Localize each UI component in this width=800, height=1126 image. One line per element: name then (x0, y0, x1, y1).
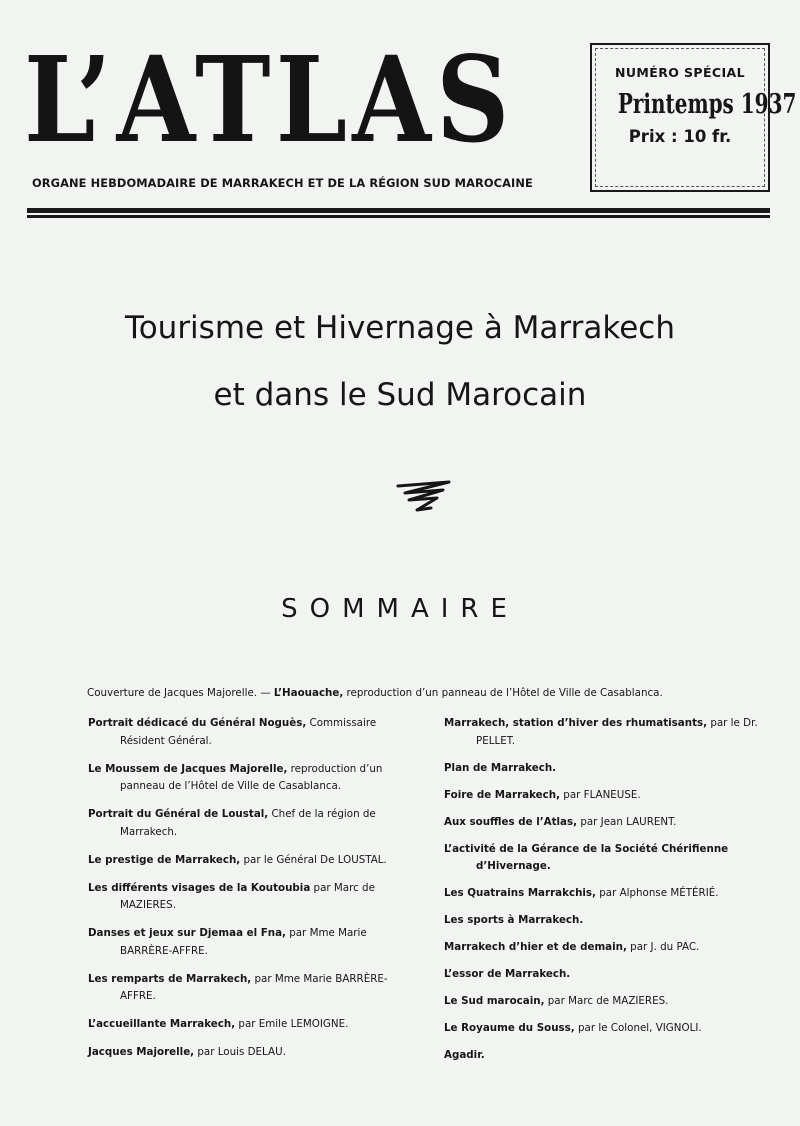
contents-entry-credit: par Mme Marie BARRÈRE-AFFRE. (120, 972, 388, 1002)
contents-entry-title: Agadir. (444, 1049, 485, 1061)
contents-entry-title: L’essor de Marrakech. (444, 968, 571, 980)
cover-credit-description: reproduction d’un panneau de l’Hôtel de Ville de Casablanca. (343, 687, 663, 700)
contents-entry (88, 715, 418, 750)
issue-price: Prix : 10 fr. (628, 127, 732, 146)
contents-entry-credit: par Mme Marie BARRÈRE-AFFRE. (120, 927, 367, 957)
contents-entry (88, 1044, 418, 1062)
special-issue-label: NUMÉRO SPÉCIAL (615, 65, 745, 80)
contents-entry-title: Marrakech d’hier et de demain, (444, 941, 627, 953)
contents-entry (444, 939, 774, 957)
contents-entry-title: Les sports à Marrakech. (444, 914, 584, 926)
masthead-title: L’ATLAS (24, 30, 515, 169)
contents-entry-credit: par Emile LEMOIGNE. (235, 1018, 349, 1030)
contents-entry-title: Marrakech, station d’hiver des rhumatisants, (444, 717, 708, 729)
contents-entry (444, 885, 774, 903)
contents-entry-title: Jacques Majorelle, (88, 1046, 195, 1058)
masthead-rule-thin (27, 215, 770, 218)
contents-entry-credit: par Alphonse MÉTÉRIÉ. (595, 887, 719, 899)
contents-entry (88, 852, 418, 870)
contents-entry-credit: par le Général De LOUSTAL. (240, 853, 387, 866)
contents-entry (444, 787, 774, 805)
contents-heading: SOMMAIRE (281, 594, 519, 624)
contents-entry (88, 761, 418, 796)
special-issue-inner-frame (595, 48, 797, 187)
masthead-rule-thick (27, 208, 770, 213)
contents-entry-credit: Chef de la région de Marrakech. (120, 808, 376, 838)
contents-entry (88, 880, 418, 915)
masthead-subtitle: ORGANE HEBDOMADAIRE DE MARRAKECH ET DE LA RÉGION SUD MAROCAINE (32, 176, 533, 190)
contents-entry (88, 1016, 418, 1034)
contents-entry-title: Le Royaume du Souss, (444, 1022, 575, 1034)
contents-entry-title: Portrait du Général de Loustal, (88, 808, 269, 820)
contents-entry-credit: Commissaire Résident Général. (120, 717, 377, 747)
contents-entry (444, 912, 774, 930)
contents-entry-credit: par FLANEUSE. (560, 788, 641, 801)
contents-left-column (88, 715, 418, 1072)
contents-entry-title: Les Quatrains Marrakchis, (444, 887, 596, 899)
contents-entry-credit: par le Colonel, VIGNOLI. (574, 1022, 702, 1034)
contents-entry (444, 966, 774, 984)
issue-season: Printemps 1937 (617, 89, 797, 120)
contents-entry-credit: par Louis DELAU. (194, 1046, 286, 1058)
contents-entry-credit: par Marc de MAZIERES. (544, 995, 669, 1007)
contents-entry-title: Foire de Marrakech, (444, 788, 561, 801)
headline-line-1: Tourisme et Hivernage à Marrakech (125, 310, 675, 346)
contents-entry-title: Les remparts de Marrakech, (88, 972, 252, 985)
contents-right-column (444, 715, 774, 1074)
contents-entry-title: Portrait dédicacé du Général Noguès, (88, 717, 307, 729)
contents-entry (444, 814, 774, 832)
headline-line-2: et dans le Sud Marocain (213, 377, 587, 413)
contents-entry (444, 715, 774, 750)
contents-entry-credit: reproduction d’un panneau de l’Hôtel de Ville de Casablanca. (120, 762, 383, 792)
contents-entry-credit: par Jean LAURENT. (577, 815, 677, 828)
contents-entry-title: Le prestige de Marrakech, (88, 853, 241, 866)
contents-entry (444, 1020, 774, 1038)
contents-entry (88, 971, 418, 1006)
contents-entry-title: Plan de Marrakech. (444, 761, 557, 774)
cover-credit-title: L’Haouache, (273, 687, 344, 700)
contents-entry (444, 993, 774, 1011)
contents-entry-title: Les différents visages de la Koutoubia (88, 881, 311, 894)
cover-credit (87, 687, 663, 699)
contents-entry-title: Le Moussem de Jacques Majorelle, (88, 762, 288, 775)
contents-entry (444, 760, 774, 778)
contents-entry (444, 1047, 774, 1065)
contents-entry (88, 806, 418, 841)
contents-entry-title: Aux souffles de l’Atlas, (444, 815, 578, 828)
contents-entry-title: Le Sud marocain, (444, 995, 545, 1007)
special-issue-box (590, 43, 797, 192)
contents-entry-title: Danses et jeux sur Djemaa el Fna, (88, 927, 286, 939)
contents-entry (88, 925, 418, 960)
flourish-ornament-icon (395, 478, 455, 518)
contents-entry-credit: par Marc de MAZIERES. (120, 881, 375, 911)
contents-entry-title: L’activité de la Gérance de la Société Chérifienne d’Hivernage. (444, 842, 729, 872)
contents-entry-title: L’accueillante Marrakech, (88, 1018, 236, 1030)
cover-credit-prefix: Couverture de Jacques Majorelle. — (87, 687, 274, 700)
contents-entry (444, 841, 774, 876)
contents-entry-credit: par le Dr. PELLET. (476, 717, 758, 747)
contents-entry-credit: par J. du PAC. (626, 941, 700, 953)
